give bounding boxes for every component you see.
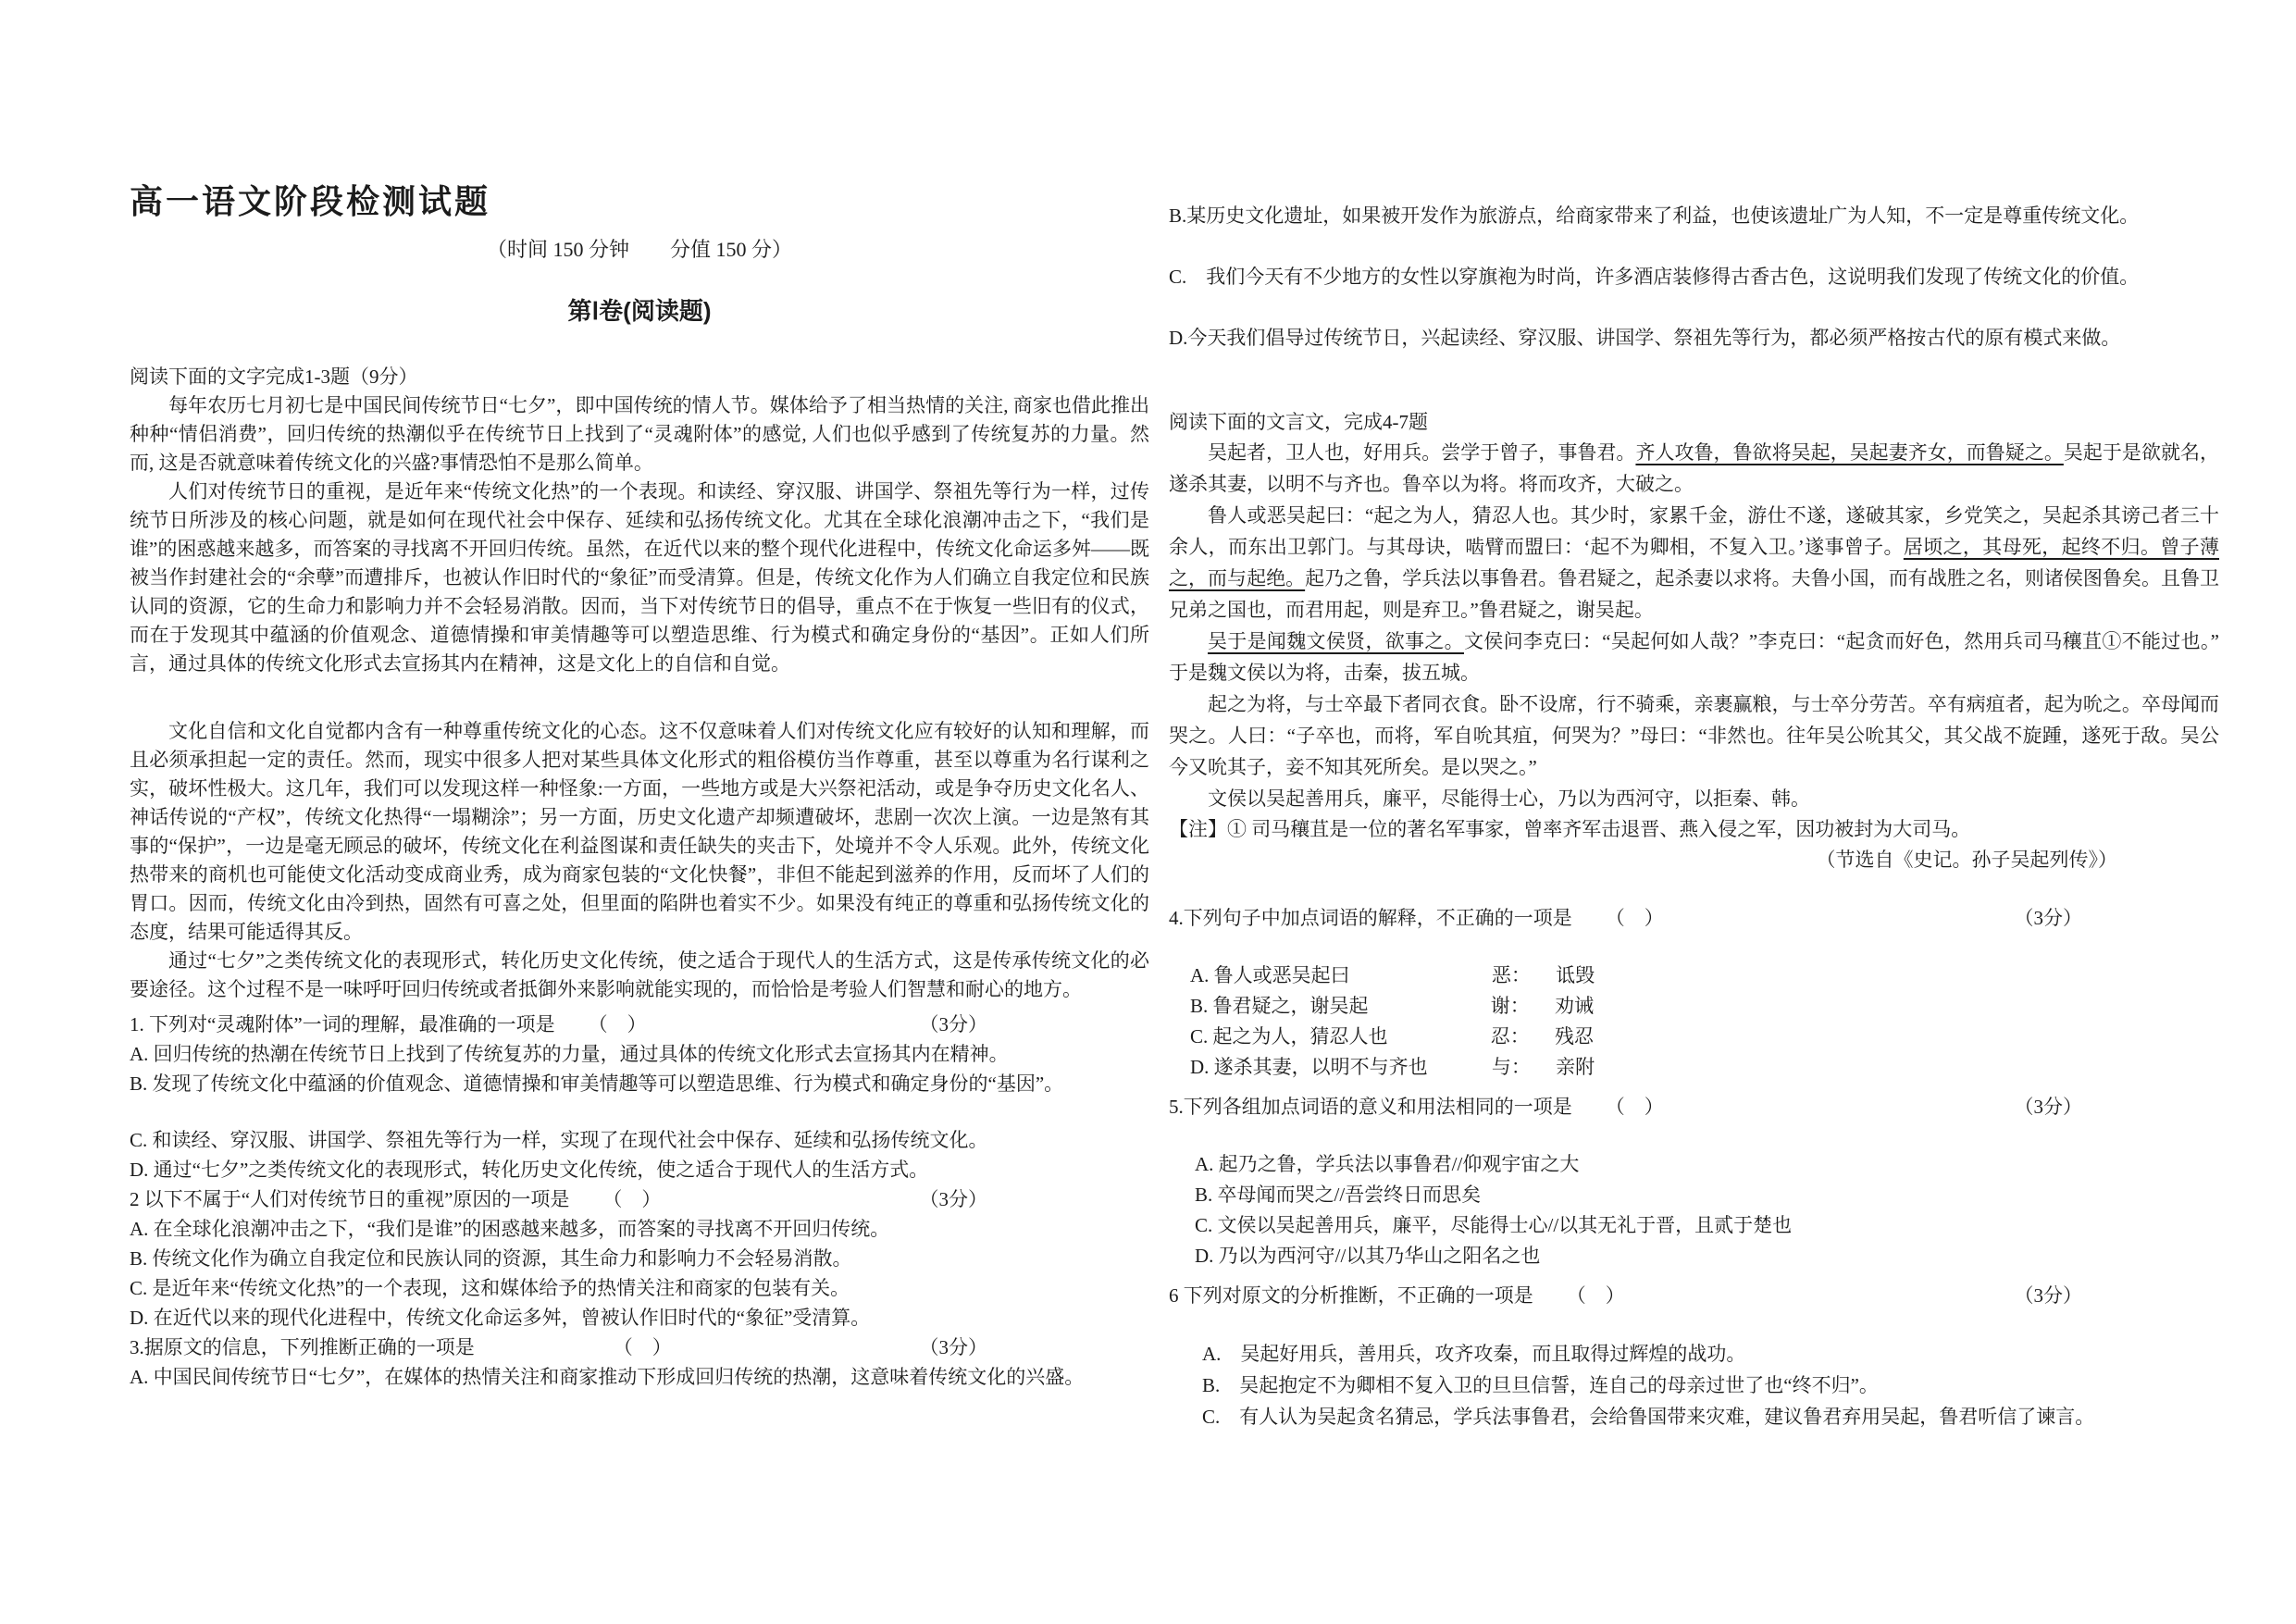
question-3-answer-blank: （ ） [613,1336,672,1358]
classical-paragraph-2 [1169,500,2219,626]
underlined-text: 吴于是闻魏文侯贤，欲事之。 [1208,630,1464,652]
option-text: 遂杀其妻，以明不与齐也 [1213,1056,1428,1078]
question-4-option-a [1169,961,2219,991]
text-segment: 吴起于是欲就名，遂杀其妻，以明不与齐也。鲁卒以为将。将而攻齐，大破之。 [1169,441,2220,495]
question-4-option-c [1169,1022,2219,1052]
question-4-stem-row [1169,903,2219,933]
question-6-option-b: B. 吴起抱定不为卿相不复入卫的旦旦信誓，连自己的母亲过世了也“终不归”。 [1202,1374,1879,1396]
question-4-stem: 4.下列句子中加点词语的解释，不正确的一项是 [1169,907,1572,929]
question-3-score: （3分） [919,1336,987,1358]
question-5-option-d: D. 乃以为西河守//以其乃华山之阳名之也 [1195,1245,1541,1267]
modern-paragraph-4: 通过“七夕”之类传统文化的表现形式，转化历史文化传统，使之适合于现代人的生活方式，这是传承传统文化的必要途径。这个过程不是一味呼吁回归传统或者抵御外来影响就能实现的，而恰恰是考验人们智慧和耐心的地方。 [130,949,1149,1000]
question-2-option-d: D. 在近代以来的现代化进程中，传统文化命运多舛，曾被认作旧时代的“象征”受清算。 [130,1307,871,1329]
gloss-word: 与： [1491,1056,1531,1078]
gloss-word: 恶： [1491,964,1531,986]
question-5-stem-row [1169,1092,2219,1122]
underlined-text: 齐人攻鲁，鲁欲将吴起，吴起妻齐女，而鲁疑之。 [1635,441,2064,464]
classical-paragraph-3 [1169,626,2219,688]
question-5-option-a: A. 起乃之鲁，学兵法以事鲁君//仰观宇宙之大 [1195,1153,1580,1175]
question-1-option-b: B. 发现了传统文化中蕴涵的价值观念、道德情操和审美情趣等可以塑造思维、行为模式和确定身份的“基因”。 [130,1072,1064,1095]
question-4-option-d [1169,1052,2219,1083]
option-label: B. [1190,995,1209,1017]
question-2-answer-blank: （ ） [602,1188,662,1210]
question-2-option-c: C. 是近年来“传统文化热”的一个表现，这和媒体给予的热情关注和商家的包装有关。 [130,1277,850,1299]
question-5-answer-blank: （ ） [1605,1096,1664,1118]
question-2-score: （3分） [919,1188,987,1210]
option-label: A. [1190,964,1210,986]
question-1-option-d: D. 通过“七夕”之类传统文化的表现形式，转化历史文化传统，使之适合于现代人的生活方式。 [130,1159,929,1181]
text-segment: 吴起者，卫人也，好用兵。尝学于曾子，事鲁君。 [1208,441,1636,464]
question-3-option-b: B.某历史文化遗址，如果被开发作为旅游点，给商家带来了利益，也使该遗址广为人知，不一定是尊重传统文化。 [1169,205,2140,227]
question-6-option-a: A. 吴起好用兵，善用兵，攻齐攻秦，而且取得过辉煌的战功。 [1202,1343,1746,1365]
question-6-answer-blank: （ ） [1566,1284,1625,1307]
question-5-option-c: C. 文侯以吴起善用兵，廉平，尽能得士心//以其无礼于晋，且贰于楚也 [1195,1214,1793,1236]
question-3-option-c: C. 我们今天有不少地方的女性以穿旗袍为时尚，许多酒店装修得古香古色，这说明我们发现了传统文化的价值。 [1169,266,2140,288]
question-2-stem: 2 以下不属于“人们对传统节日的重视”原因的一项是 [130,1188,570,1210]
modern-paragraph-2: 人们对传统节日的重视，是近年来“传统文化热”的一个表现。和读经、穿汉服、讲国学、祭祖先等行为一样，过传统节日所涉及的核心问题，就是如何在现代社会中保存、延续和弘扬传统文化。尤其在全球化浪潮冲击之下，“我们是谁”的困惑越来越多，而答案的寻找离不开回归传统。虽然，在近代以来的整个现代化进程中，传统文化命运多舛——既被当作封建社会的“余孽”而遭排斥，也被认作旧时代的“象征”而受清算。但是，传统文化作为人们确立自我定位和民族认同的资源，它的生命力和影响力并不会轻易消散。因而，当下对传统节日的倡导，重点不在于恢复一些旧有的仪式，而在于发现其中蕴涵的价值观念、道德情操和审美情趣等可以塑造思维、行为模式和确定身份的“基因”。正如人们所言，通过具体的传统文化形式去宣扬其内在精神，这是文化上的自信和自觉。 [130,480,1149,675]
question-5-score: （3分） [2014,1096,2082,1118]
gloss-meaning: 诋毁 [1556,964,1595,986]
question-1-stem-row [130,1010,1149,1039]
question-3-stem: 3.据原文的信息，下列推断正确的一项是 [130,1336,475,1358]
classical-paragraph-5 [1169,783,2219,814]
question-2-option-b: B. 传统文化作为确立自我定位和民族认同的资源，其生命力和影响力不会轻易消散。 [130,1247,852,1270]
modern-paragraph-3: 文化自信和文化自觉都内含有一种尊重传统文化的心态。这不仅意味着人们对传统文化应有较好的认知和理解，而且必须承担起一定的责任。然而，现实中很多人把对某些具体文化形式的粗俗模仿当作尊重，甚至以尊重为名行谋利之实，破坏性极大。这几年，我们可以发现这样一种怪象:一方面，一些地方或是大兴祭祀活动，或是争夺历史文化名人、神话传说的“产权”，传统文化热得“一塌糊涂”；另一方面，历史文化遗产却频遭破坏，悲剧一次次上演。一边是煞有其事的“保护”，一边是毫无顾忌的破坏，传统文化在利益图谋和责任缺失的夹击下，处境并不令人乐观。此外，传统文化热带来的商机也可能使文化活动变成商业秀，成为商家包装的“文化快餐”，非但不能起到滋养的作用，反而坏了人们的胃口。因而，传统文化由冷到热，固然有可喜之处，但里面的陷阱也着实不少。如果没有纯正的尊重和弘扬传统文化的态度，结果可能适得其反。 [130,720,1149,943]
left-column [130,181,1149,1392]
section-title: 第Ⅰ卷(阅读题) [567,297,712,325]
modern-reading-instruction: 阅读下面的文字完成1-3题（9分） [130,366,418,388]
text-segment: 文侯以吴起善用兵，廉平，尽能得士心，乃以为西河守，以拒秦、韩。 [1208,787,1810,810]
option-text: 鲁人或恶吴起曰 [1213,964,1350,986]
option-label: D. [1190,1056,1210,1078]
page-title: 高一语文阶段检测试题 [130,182,491,220]
gloss-meaning: 亲附 [1556,1056,1595,1078]
source-citation: （节选自《史记。孙子吴起列传》） [1816,849,2117,871]
text-segment: 鲁人或恶吴起曰：“起之为人，猜忍人也。其少时，家累千金，游仕不遂，遂破其家，乡党笑之，吴起杀其谤己者三十余人，而东出卫郭门。与其母诀，啮臂而盟曰：‘起不为卿相，不复入卫。’遂事曾子。 [1169,504,2219,558]
question-6-score: （3分） [2014,1284,2082,1307]
exam-time-score-line: （时间 150 分钟 分值 150 分） [486,238,792,261]
gloss-meaning: 残忍 [1555,1025,1595,1048]
question-3-option-a: A. 中国民间传统节日“七夕”，在媒体的热情关注和商家推动下形成回归传统的热潮，这意味着传统文化的兴盛。 [130,1366,1085,1388]
gloss-word: 忍： [1490,1025,1530,1048]
classical-reading-instruction: 阅读下面的文言文，完成4-7题 [1169,411,1428,433]
question-5-stem: 5.下列各组加点词语的意义和用法相同的一项是 [1169,1096,1572,1118]
gloss-meaning: 劝诫 [1555,995,1595,1017]
question-4-option-b [1169,991,2219,1022]
text-segment: 起之为将，与士卒最下者同衣食。卧不设席，行不骑乘，亲裹赢粮，与士卒分劳苦。卒有病疽者，起为吮之。卒母闻而哭之。人曰：“子卒也，而将，军自吮其疽，何哭为？”母曰：“非然也。往年吴公吮其父，其父战不旋踵，遂死于敌。吴公今又吮其子，妾不知其死所矣。是以哭之。” [1169,693,2219,778]
question-4-answer-blank: （ ） [1605,907,1664,929]
text-segment: 文侯问李克曰：“吴起何如人哉？”李克曰：“起贪而好色，然用兵司马穰苴①不能过也。”于是魏文侯以为将，击秦，拔五城。 [1169,630,2220,684]
question-3-stem-row [130,1333,1149,1362]
option-text: 起之为人，猜忍人也 [1212,1025,1388,1048]
question-3-option-d: D.今天我们倡导过传统节日，兴起读经、穿汉服、讲国学、祭祖先等行为，都必须严格按古代的原有模式来做。 [1169,327,2121,349]
gloss-word: 谢： [1490,995,1530,1017]
right-column [1169,202,2219,1432]
option-label: C. [1190,1025,1209,1048]
text-segment: 起乃之鲁，学兵法以事鲁君。鲁君疑之，起杀妻以求将。夫鲁小国，而有战胜之名，则诸侯图鲁矣。且鲁卫兄弟之国也，而君用起，则是弃卫。”鲁君疑之，谢吴起。 [1169,567,2220,621]
modern-paragraph-1: 每年农历七月初七是中国民间传统节日“七夕”，即中国传统的情人节。媒体给予了相当热情的关注, 商家也借此推出种种“情侣消费”，回归传统的热潮似乎在传统节日上找到了“灵魂附体”的感觉, 人们也似乎感到了传统复苏的力量。然而, 这是否就意味着传统文化的兴盛?事情恐怕不是那么简单。 [130,394,1149,474]
question-2-option-a: A. 在全球化浪潮冲击之下，“我们是谁”的困惑越来越多，而答案的寻找离不开回归传统。 [130,1218,890,1240]
question-1-score: （3分） [919,1013,987,1035]
question-1-answer-blank: （ ） [588,1013,647,1035]
question-5-option-b: B. 卒母闻而哭之//吾尝终日而思矣 [1195,1184,1482,1206]
question-6-stem-row [1169,1281,2219,1310]
option-text: 鲁君疑之，谢吴起 [1212,995,1369,1017]
underlined-text: 居顷之，其母死，起终不归。曾子薄之，而与起绝。 [1169,536,2220,589]
question-1-option-c: C. 和读经、穿汉服、讲国学、祭祖先等行为一样，实现了在现代社会中保存、延续和弘扬传统文化。 [130,1129,988,1151]
question-6-option-c: C. 有人认为吴起贪名猜忌，学兵法事鲁君，会给鲁国带来灾难，建议鲁君弃用吴起，鲁君听信了谏言。 [1202,1406,2095,1428]
footnote-line: 【注】① 司马穰苴是一位的著名军事家，曾率齐军击退晋、燕入侵之军，因功被封为大司马。 [1169,818,1971,840]
question-1-stem: 1. 下列对“灵魂附体”一词的理解，最准确的一项是 [130,1013,555,1035]
question-6-stem: 6 下列对原文的分析推断，不正确的一项是 [1169,1284,1533,1307]
question-1-option-a: A. 回归传统的热潮在传统节日上找到了传统复苏的力量，通过具体的传统文化形式去宣扬其内在精神。 [130,1043,1009,1065]
classical-paragraph-4 [1169,688,2219,783]
question-4-score: （3分） [2014,907,2082,929]
question-2-stem-row [130,1184,1149,1214]
classical-paragraph-1 [1169,437,2219,500]
